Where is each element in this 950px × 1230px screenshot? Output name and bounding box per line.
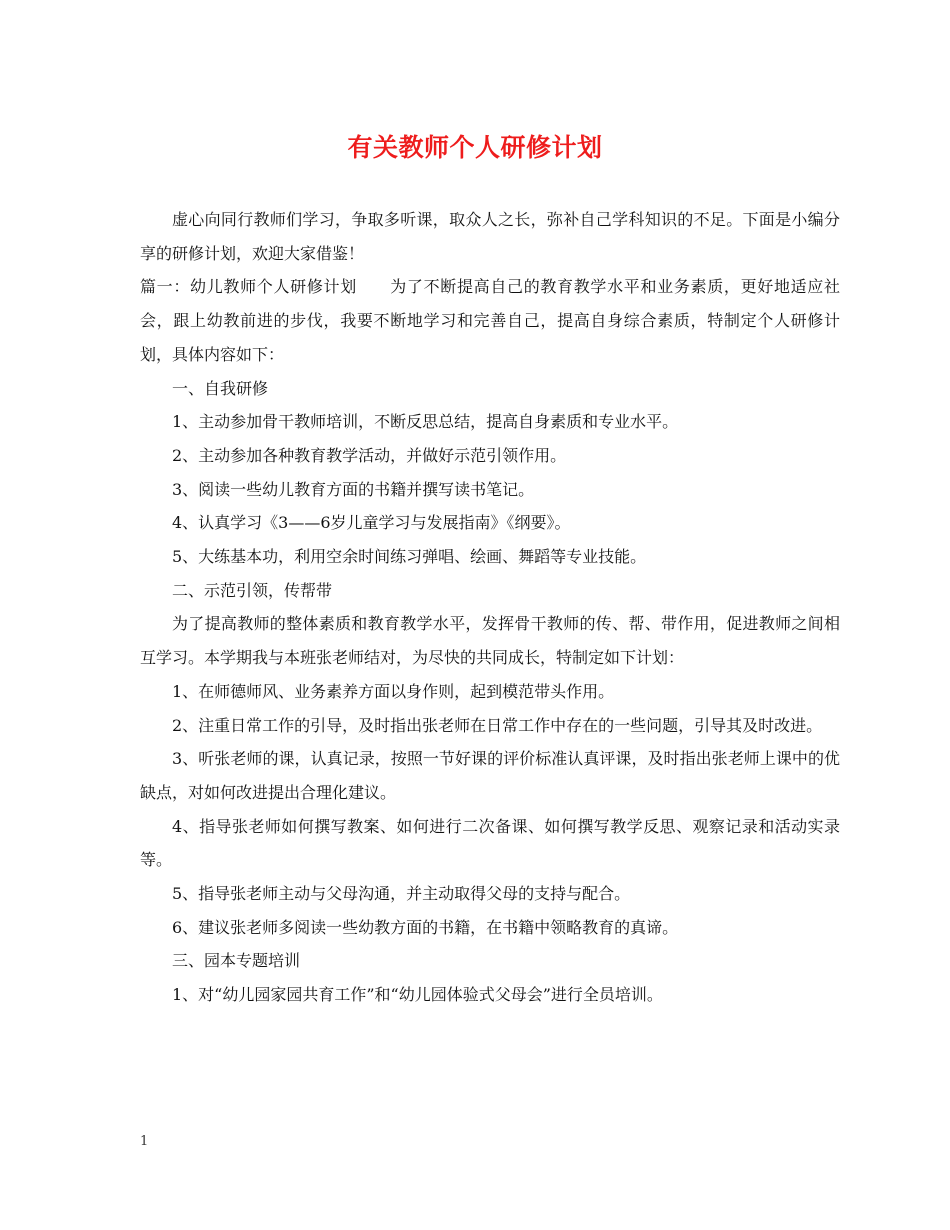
list-item: 6、建议张老师多阅读一些幼教方面的书籍，在书籍中领略教育的真谛。 [172, 917, 679, 937]
document-title: 有关教师个人研修计划 [347, 133, 603, 162]
list-item: 3、阅读一些幼儿教育方面的书籍并撰写读书笔记。 [172, 479, 535, 499]
paragraph: 篇一：幼儿教师个人研修计划 为了不断提高自己的教育教学水平和业务素质，更好地适应社会，跟上幼教前进的步伐，我要不断地学习和完善自己，提高自身综合素质，特制定个人研修计划，具体内容如下： [140, 277, 840, 364]
list-item: 1、对“幼儿园家园共育工作”和“幼儿园体验式父母会”进行全员培训。 [172, 985, 663, 1005]
paragraph: 虚心向同行教师们学习，争取多听课，取众人之长，弥补自己学科知识的不足。下面是小编分享的研修计划，欢迎大家借鉴！ [140, 210, 840, 263]
list-item: 4、指导张老师如何撰写教案、如何进行二次备课、如何撰写教学反思、观察记录和活动实录等。 [140, 816, 840, 870]
paragraph: 为了提高教师的整体素质和教育教学水平，发挥骨干教师的传、帮、带作用，促进教师之间相互学习。本学期我与本班张老师结对，为尽快的共同成长，特制定如下计划： [140, 614, 840, 668]
list-item: 2、主动参加各种教育教学活动，并做好示范引领作用。 [172, 445, 567, 465]
list-item: 3、听张老师的课，认真记录，按照一节好课的评价标准认真评课，及时指出张老师上课中的优缺点，对如何改进提出合理化建议。 [140, 749, 840, 802]
section-heading: 一、自我研修 [172, 378, 269, 398]
page-number: 1 [140, 1134, 149, 1149]
list-item: 4、认真学习《3——6岁儿童学习与发展指南》《纲要》。 [172, 513, 571, 533]
list-item: 5、大练基本功，利用空余时间练习弹唱、绘画、舞蹈等专业技能。 [172, 547, 647, 567]
list-item: 1、在师德师风、业务素养方面以身作则，起到模范带头作用。 [172, 681, 615, 701]
section-heading: 三、园本专题培训 [172, 951, 301, 971]
document-body [140, 203, 840, 1012]
list-item: 5、指导张老师主动与父母沟通，并主动取得父母的支持与配合。 [172, 884, 631, 904]
list-item: 1、主动参加骨干教师培训，不断反思总结，提高自身素质和专业水平。 [172, 412, 679, 432]
list-item: 2、注重日常工作的引导，及时指出张老师在日常工作中存在的一些问题，引导其及时改进。 [172, 715, 823, 735]
section-heading: 二、示范引领，传帮带 [172, 580, 333, 600]
